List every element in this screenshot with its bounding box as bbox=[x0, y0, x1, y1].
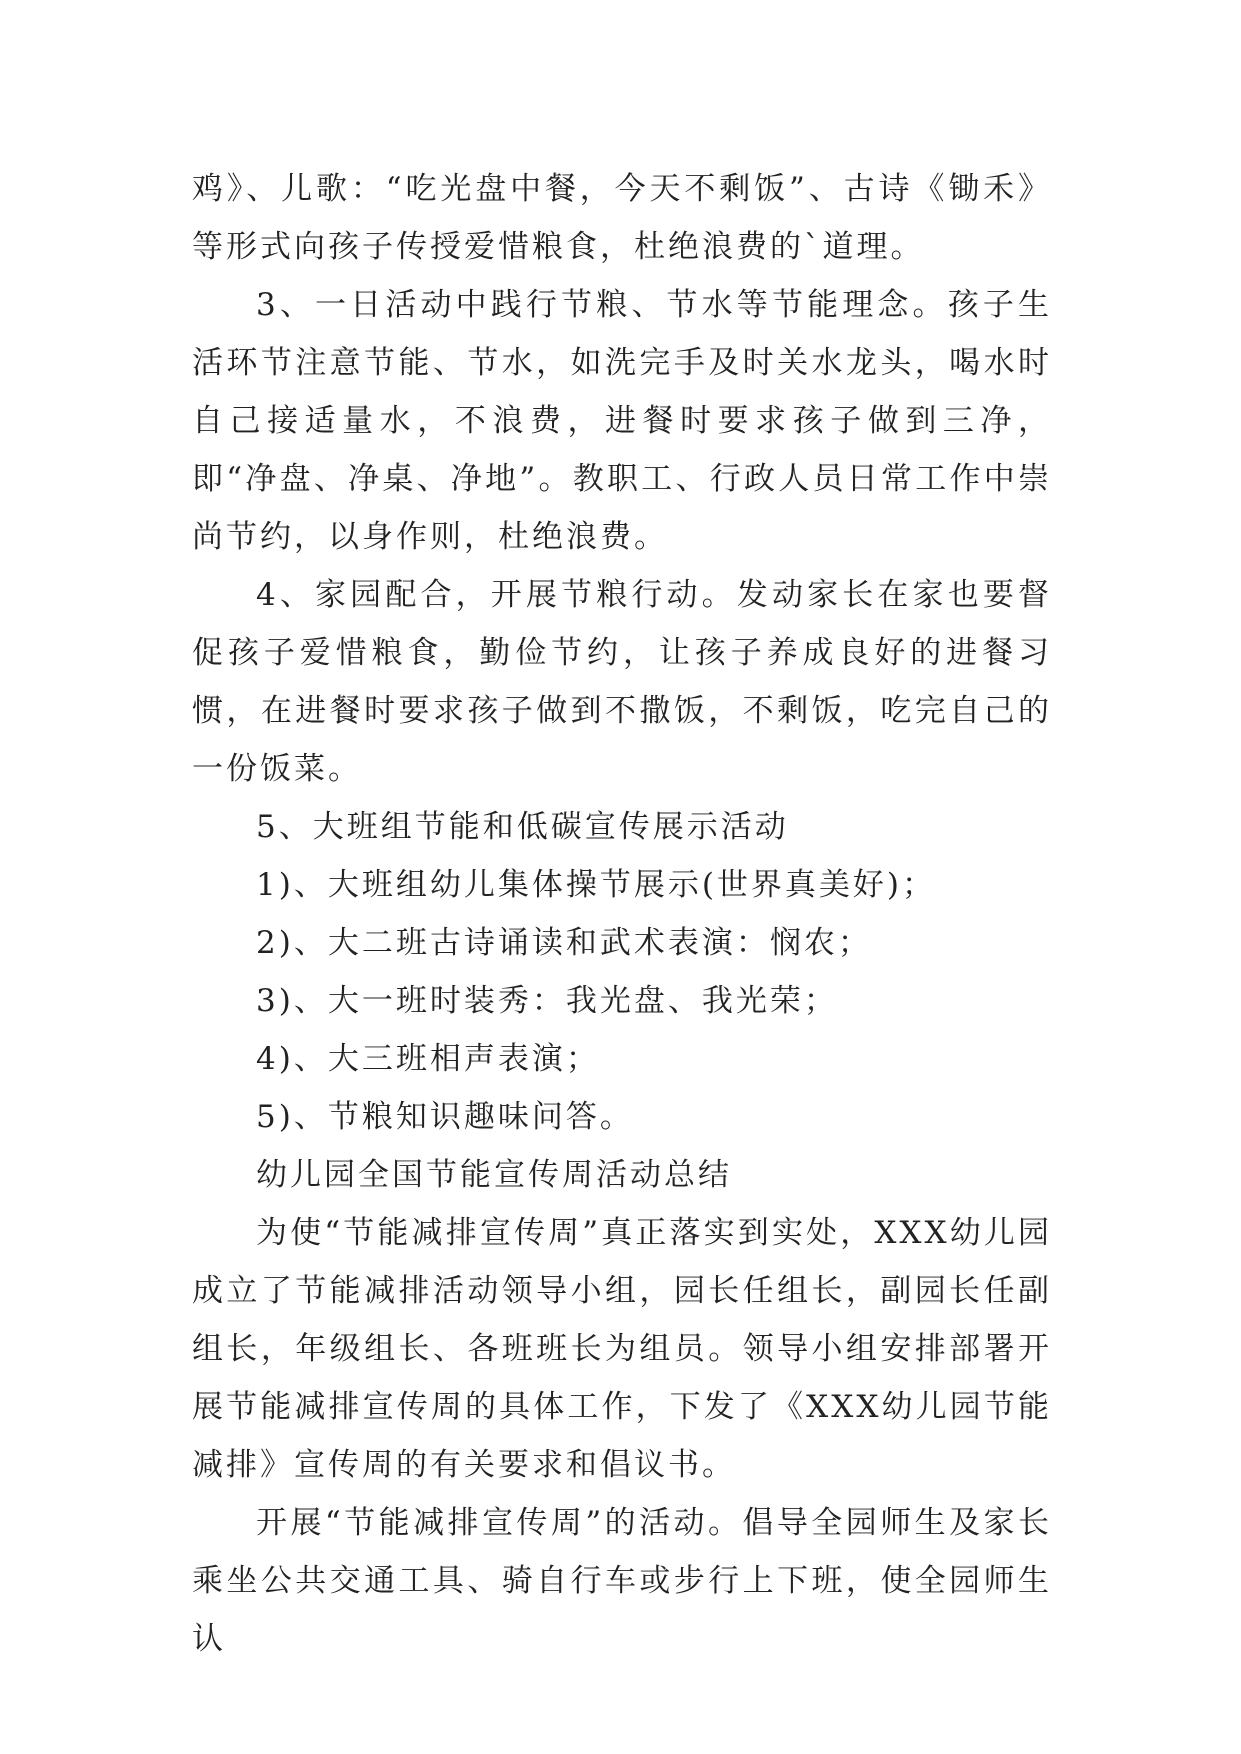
paragraph-item-4: 4、家园配合，开展节粮行动。发动家长在家也要督促孩子爱惜粮食，勤俭节约，让孩子养成良好的进餐习惯，在进餐时要求孩子做到不撒饭，不剩饭，吃完自己的一份饭菜。 bbox=[192, 577, 1052, 787]
list-item-3: 3)、大一班时装秀：我光盘、我光荣； bbox=[256, 983, 838, 1019]
list-item-1: 1)、大班组幼儿集体操节展示(世界真美好)； bbox=[256, 867, 937, 903]
document-body bbox=[192, 160, 1052, 1668]
list-item-5: 5)、节粮知识趣味问答。 bbox=[256, 1099, 634, 1135]
list-item-2: 2)、大二班古诗诵读和武术表演：悯农； bbox=[256, 925, 872, 961]
paragraph-item-5: 5、大班组节能和低碳宣传展示活动 bbox=[256, 809, 789, 845]
list-item-4: 4)、大三班相声表演； bbox=[256, 1041, 600, 1077]
paragraph-item-3: 3、一日活动中践行节粮、节水等节能理念。孩子生活环节注意节能、节水，如洗完手及时关水龙头，喝水时自己接适量水，不浪费，进餐时要求孩子做到三净，即“净盘、净桌、净地”。教职工、行政人员日常工作中崇尚节约，以身作则，杜绝浪费。 bbox=[192, 287, 1052, 555]
section-heading: 幼儿园全国节能宣传周活动总结 bbox=[256, 1157, 732, 1193]
paragraph-summary-2: 开展“节能减排宣传周”的活动。倡导全园师生及家长乘坐公共交通工具、骑自行车或步行上下班，使全园师生认 bbox=[192, 1505, 1052, 1657]
paragraph-continuation: 鸡》、儿歌：“吃光盘中餐，今天不剩饭”、古诗《锄禾》等形式向孩子传授爱惜粮食，杜绝浪费的`道理。 bbox=[192, 171, 1052, 265]
paragraph-summary-1: 为使“节能减排宣传周”真正落实到实处，XXX幼儿园成立了节能减排活动领导小组，园长任组长，副园长任副组长，年级组长、各班班长为组员。领导小组安排部署开展节能减排宣传周的具体工作，下发了《XXX幼儿园节能减排》宣传周的有关要求和倡议书。 bbox=[192, 1215, 1052, 1483]
